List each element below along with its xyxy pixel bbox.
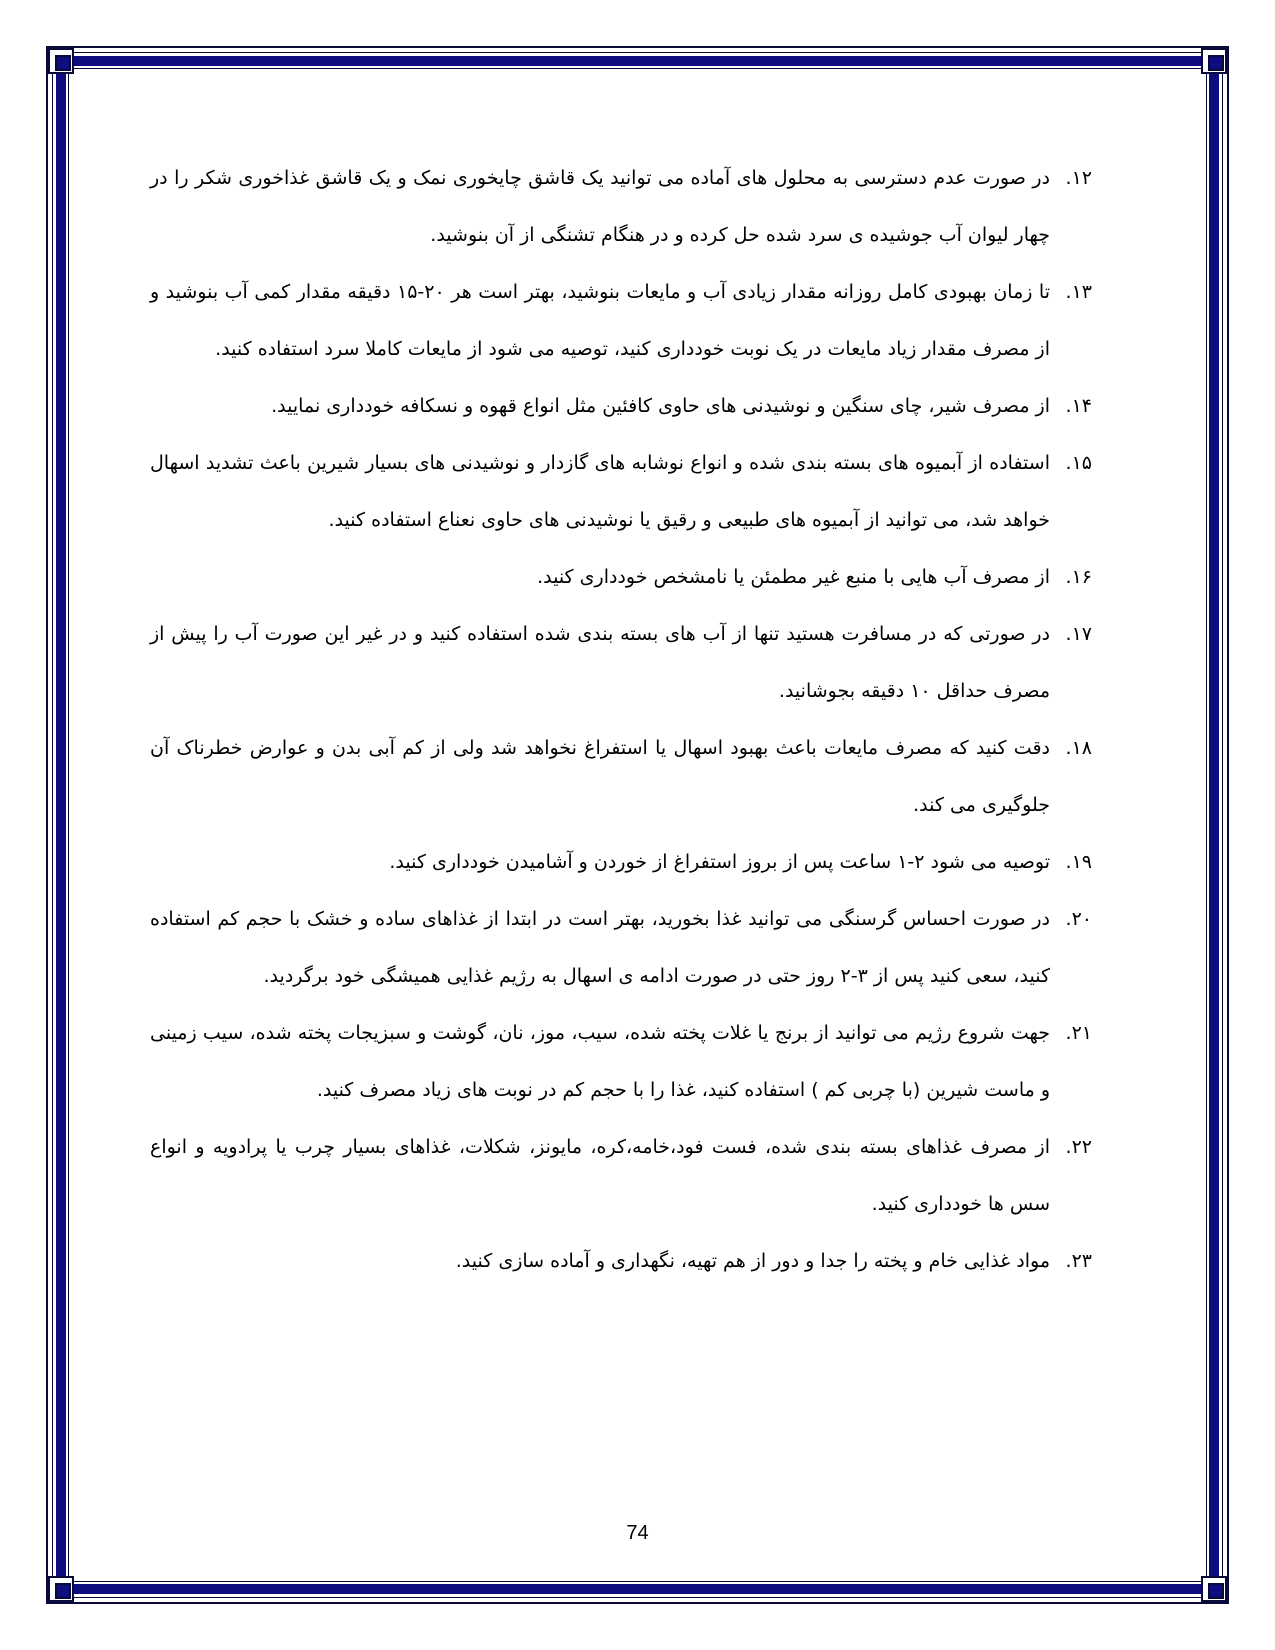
list-item-number: ۱۹. xyxy=(1065,851,1092,873)
list-item-number: ۱۳. xyxy=(1065,281,1092,303)
list-item xyxy=(150,834,1092,891)
list-item-number: ۲۲. xyxy=(1065,1136,1092,1158)
list-item-text: از مصرف آب هایی با منبع غیر مطمئن یا نامشخص خودداری کنید. xyxy=(537,566,1050,588)
list-item-number: ۲۳. xyxy=(1065,1250,1092,1272)
list-item xyxy=(150,891,1092,1005)
list-item-number: ۱۲. xyxy=(1065,167,1092,189)
list-item-text: مواد غذایی خام و پخته را جدا و دور از هم تهیه، نگهداری و آماده سازی کنید. xyxy=(455,1250,1050,1272)
list-item-number: ۱۸. xyxy=(1065,737,1092,759)
list-item xyxy=(150,720,1092,834)
numbered-list xyxy=(150,150,1092,1290)
list-item-text: در صورتی که در مسافرت هستید تنها از آب های بسته بندی شده استفاده کنید و در غیر این صورت آب را پیش از مصرف حداقل ۱۰ دقیقه بجوشانید. xyxy=(150,623,1050,702)
list-item-text: از مصرف غذاهای بسته بندی شده، فست فود،خامه،کره، مایونز، شکلات، غذاهای بسیار چرب یا پرادویه و انواع سس ها خودداری کنید. xyxy=(150,1136,1050,1215)
list-item-text: جهت شروع رژیم می توانید از برنج یا غلات پخته شده، سیب، موز، نان، گوشت و سبزیجات پخته شده، سیب زمینی و ماست شیرین (با چربی کم ) استفاده کنید، غذا را با حجم کم در نوبت های زیاد مصرف کنید. xyxy=(150,1022,1050,1101)
list-item-text: از مصرف شیر، چای سنگین و نوشیدنی های حاوی کافئین مثل انواع قهوه و نسکافه خودداری نمایید. xyxy=(271,395,1050,417)
list-item-number: ۱۶. xyxy=(1065,566,1092,588)
list-item-number: ۱۴. xyxy=(1065,395,1092,417)
list-item xyxy=(150,549,1092,606)
list-item xyxy=(150,606,1092,720)
list-item xyxy=(150,378,1092,435)
list-item-number: ۲۰. xyxy=(1065,908,1092,930)
border-corner-ornament xyxy=(1201,1576,1227,1602)
list-item xyxy=(150,1119,1092,1233)
list-item-text: توصیه می شود ۲-۱ ساعت پس از بروز استفراغ از خوردن و آشامیدن خودداری کنید. xyxy=(389,851,1050,873)
list-item-text: در صورت عدم دسترسی به محلول های آماده می توانید یک قاشق چایخوری نمک و یک قاشق غذاخوری شکر را در چهار لیوان آب جوشیده ی سرد شده حل کرده و در هنگام تشنگی از آن بنوشید. xyxy=(150,167,1050,246)
border-corner-ornament xyxy=(48,48,74,74)
list-item-text: تا زمان بهبودی کامل روزانه مقدار زیادی آب و مایعات بنوشید، بهتر است هر ۲۰-۱۵ دقیقه مقدار کمی آب بنوشید و از مصرف مقدار زیاد مایعات در یک نوبت خودداری کنید، توصیه می شود از مایعات کاملا سرد استفاده کنید. xyxy=(150,281,1050,360)
list-item-number: ۱۵. xyxy=(1065,452,1092,474)
list-item-number: ۱۷. xyxy=(1065,623,1092,645)
list-item-number: ۲۱. xyxy=(1065,1022,1092,1044)
list-item-text: در صورت احساس گرسنگی می توانید غذا بخورید، بهتر است در ابتدا از غذاهای ساده و خشک با حجم کم استفاده کنید، سعی کنید پس از ۳-۲ روز حتی در صورت ادامه ی اسهال به رژیم غذایی همیشگی خود برگردید. xyxy=(150,908,1050,987)
list-item xyxy=(150,435,1092,549)
list-item-text: دقت کنید که مصرف مایعات باعث بهبود اسهال یا استفراغ نخواهد شد ولی از کم آبی بدن و عوارض خطرناک آن جلوگیری می کند. xyxy=(150,737,1050,816)
border-corner-ornament xyxy=(48,1576,74,1602)
list-item xyxy=(150,1005,1092,1119)
list-item xyxy=(150,150,1092,264)
border-corner-ornament xyxy=(1201,48,1227,74)
page-number: 74 xyxy=(626,1522,649,1544)
list-item-text: استفاده از آبمیوه های بسته بندی شده و انواع نوشابه های گازدار و نوشیدنی های بسیار شیرین باعث تشدید اسهال خواهد شد، می توانید از آبمیوه های طبیعی و رقیق یا نوشیدنی های حاوی نعناع استفاده کنید. xyxy=(150,452,1050,531)
list-item xyxy=(150,1233,1092,1290)
list-item xyxy=(150,264,1092,378)
